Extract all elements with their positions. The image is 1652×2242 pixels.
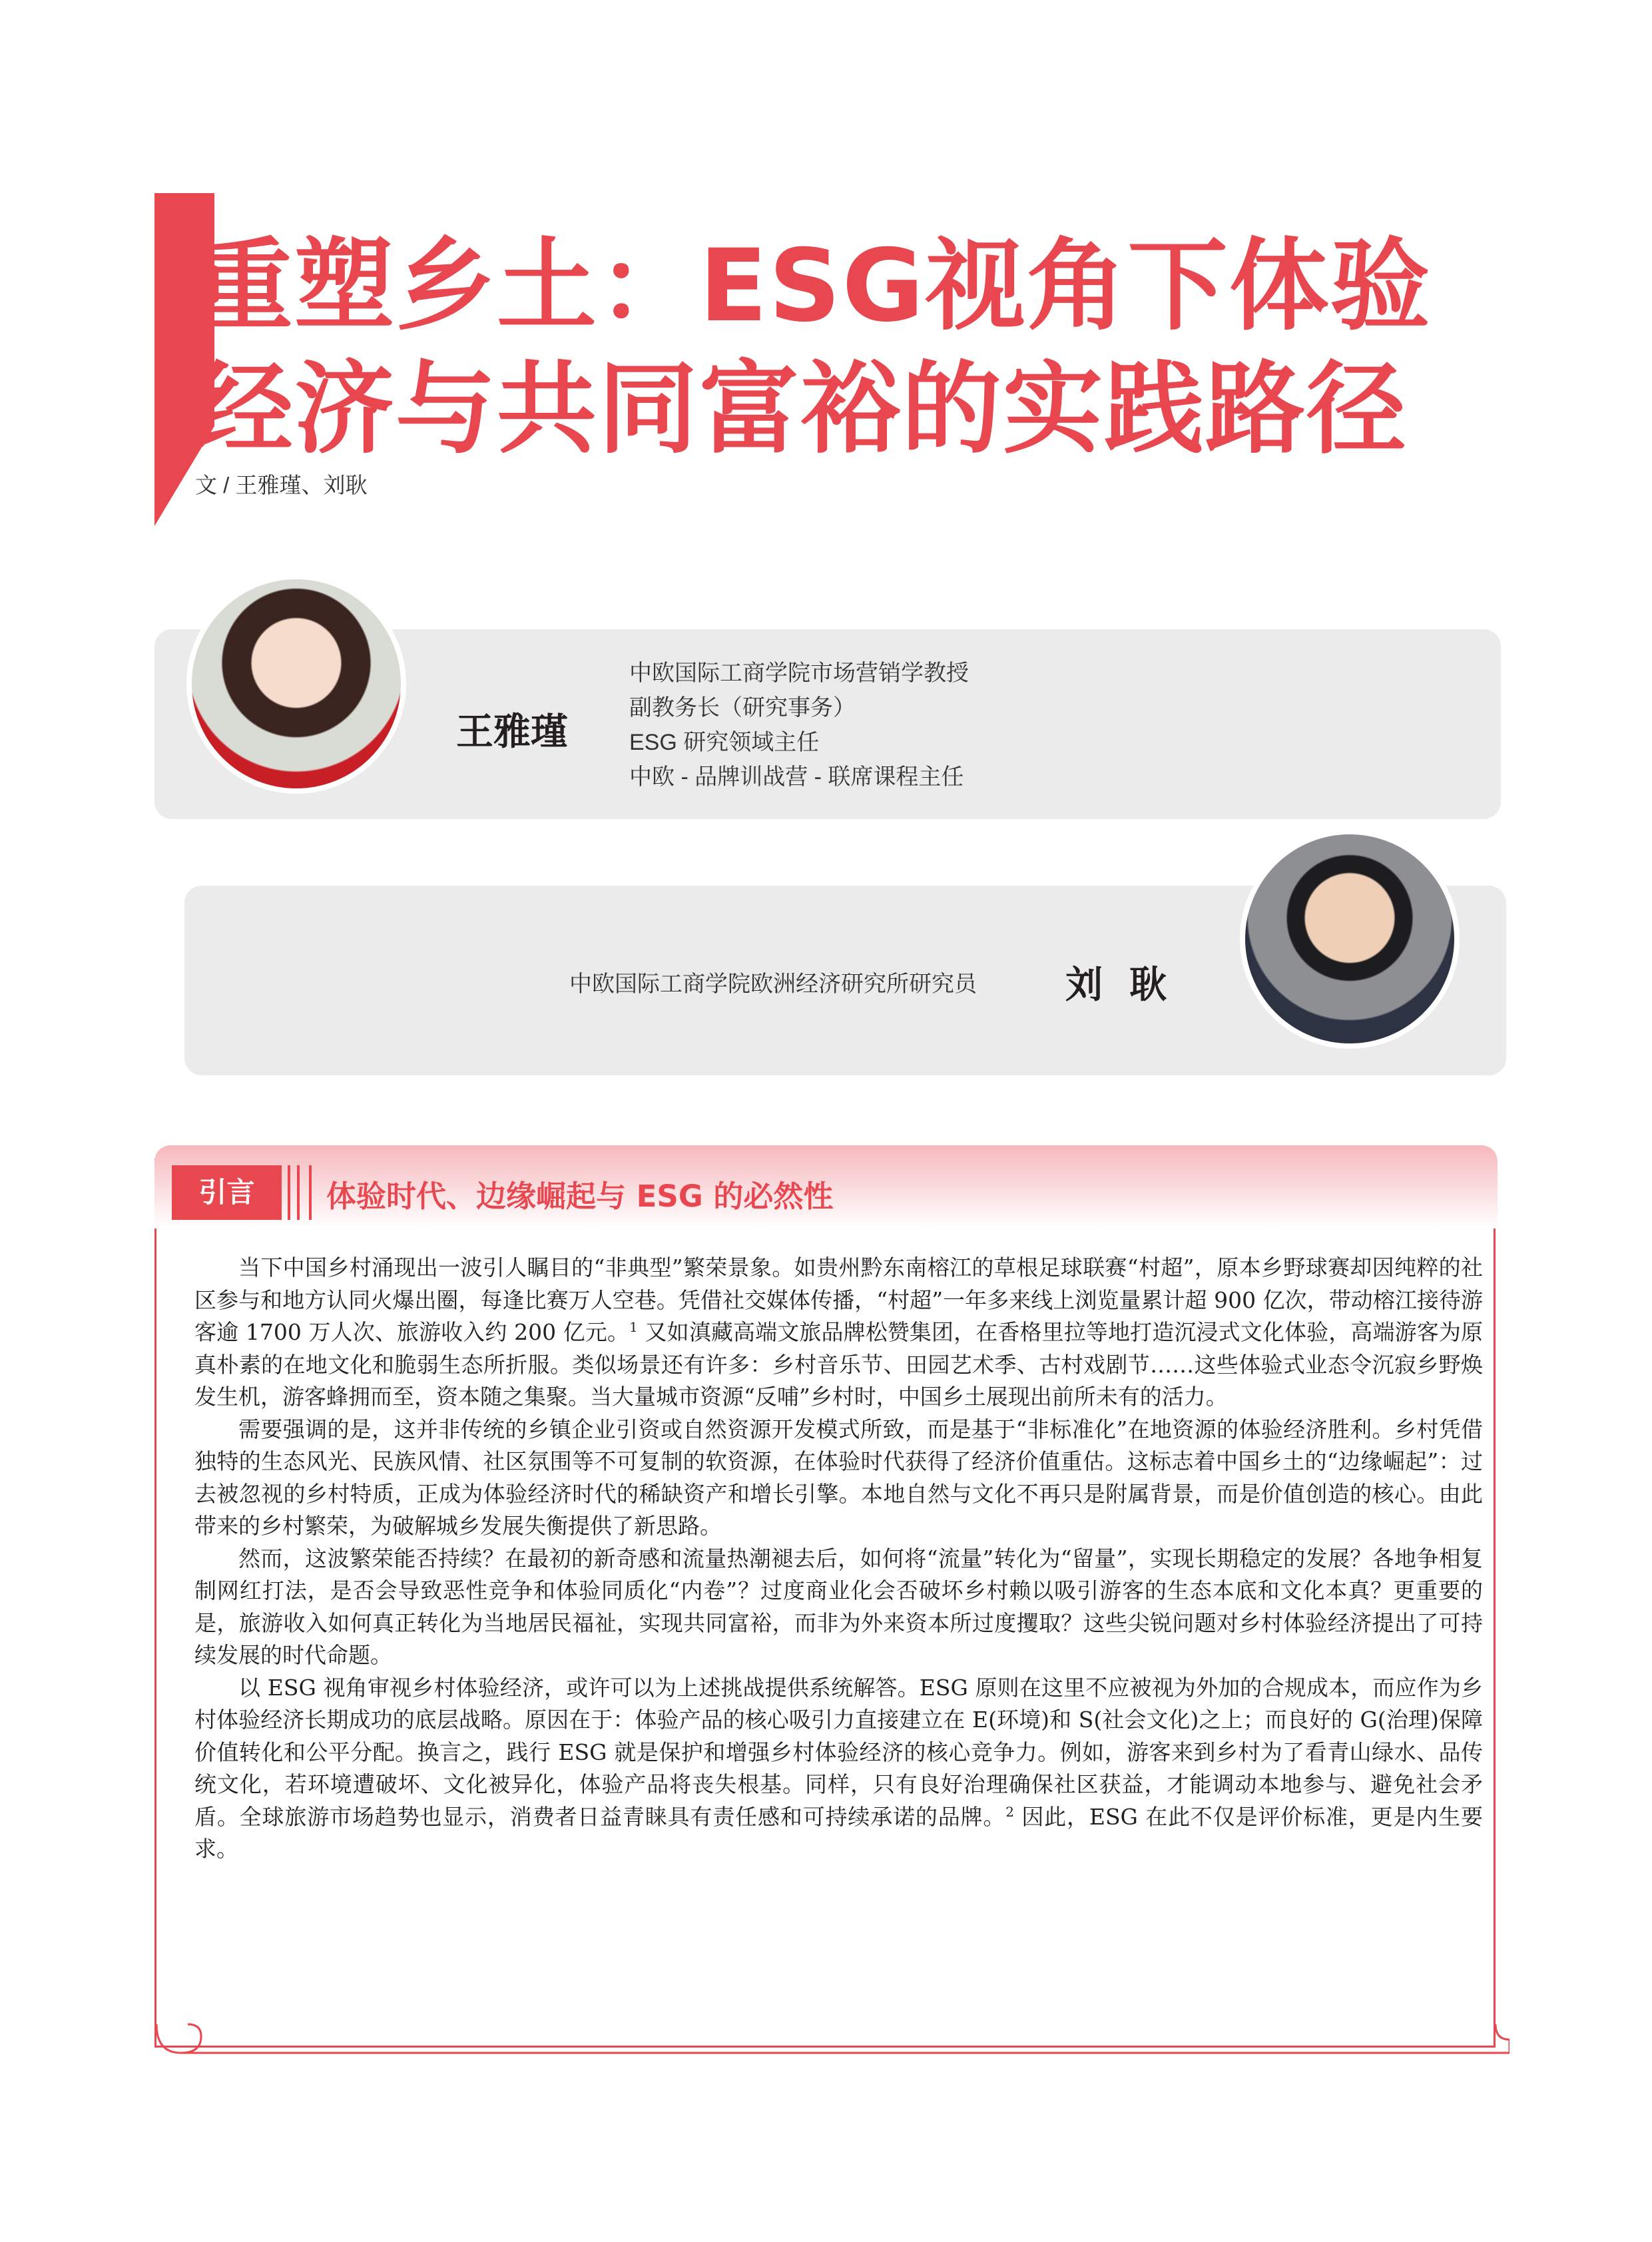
section-tag-bars bbox=[288, 1165, 312, 1220]
author-role: 副教务长（研究事务） bbox=[629, 695, 856, 720]
paragraph-text: 以 ESG 视角审视乡村体验经济，或许可以为上述挑战提供系统解答。ESG 原则在这里不应被视为外加的合规成本，而应作为乡村体验经济长期成功的底层战略。原因在于：体验产品的核心吸引力直接建立在 E(环境)和 S(社会文化)之上；而良好的 G(治理)保障价值转化和公平分配。换言之，践行 ESG 就是保护和增强乡村体验经济的核心竞争力。例如，游客来到乡村为了看青山绿水、品传统文化，若环境遭破坏、文化被异化，体验产品将丧失根基。同样，只有良好治理确保社区获益，才能调动本地参与、避免社会矛盾。全球旅游市场趋势也显示，消费者日益青睐具有责任感和可持续承诺的品牌。 bbox=[194, 1674, 1483, 1830]
intro-section bbox=[154, 1145, 1510, 2074]
author-name-1: 王雅瑾 bbox=[456, 710, 568, 754]
paragraph-text: 因此，ESG 在此不仅是评价标准，更是内生要求。 bbox=[194, 1803, 1484, 1862]
author-role: 中欧 - 品牌训战营 - 联席课程主任 bbox=[629, 764, 964, 790]
paragraph-text: 当下中国乡村涌现出一波引人瞩目的“非典型”繁荣景象。如贵州黔东南榕江的草根足球联赛“村超”，原本乡野球赛却因纯粹的社区参与和地方认同火爆出圈，每逢比赛万人空巷。凭借社交媒体传播，“村超”一年多来线上浏览量累计超 900 亿次，带动榕江接待游客逾 1700 万人次、旅游收入约 200 亿元。 bbox=[194, 1255, 1483, 1345]
footnote-ref-1: 1 bbox=[629, 1319, 638, 1335]
author-roles-1 bbox=[629, 656, 969, 794]
author-photo-2 bbox=[1240, 829, 1460, 1049]
section-tag: 引言 bbox=[172, 1165, 282, 1220]
footnote-ref-2: 2 bbox=[1005, 1803, 1014, 1820]
byline: 文 / 王雅瑾、刘耿 bbox=[195, 473, 368, 497]
author-role: ESG 研究领域主任 bbox=[629, 730, 820, 755]
author-name-2: 刘耿 bbox=[1065, 964, 1193, 1007]
section-header bbox=[154, 1145, 1498, 1229]
paragraph-2: 需要强调的是，这并非传统的乡镇企业引资或自然资源开发模式所致，而是基于“非标准化”在地资源的体验经济胜利。乡村凭借独特的生态风光、民族风情、社区氛围等不可复制的软资源，在体验时代获得了经济价值重估。这标志着中国乡土的“边缘崛起”：过去被忽视的乡村特质，正成为体验经济时代的稀缺资产和增长引擎。本地自然与文化不再只是附属背景，而是价值创造的核心。由此带来的乡村繁荣，为破解城乡发展失衡提供了新思路。 bbox=[194, 1416, 1483, 1539]
author-role: 中欧国际工商学院市场营销学教授 bbox=[629, 661, 969, 686]
paragraph-text: 又如滇藏高端文旅品牌松赞集团，在香格里拉等地打造沉浸式文化体验，高端游客为原真朴素的在地文化和脆弱生态所折服。类似场景还有许多：乡村音乐节、田园艺术季、古村戏剧节……这些体验式业态令沉寂乡野焕发生机，游客蜂拥而至，资本随之集聚。当大量城市资源“反哺”乡村时，中国乡土展现出前所未有的活力。 bbox=[194, 1319, 1483, 1410]
article-title-line-1: 重塑乡土：ESG视角下体验 bbox=[193, 228, 1432, 344]
paragraph-4 bbox=[194, 1672, 1483, 1866]
section-title: 体验时代、边缘崛起与 ESG 的必然性 bbox=[326, 1179, 834, 1214]
section-body bbox=[194, 1252, 1483, 1866]
paragraph-3: 然而，这波繁荣能否持续？在最初的新奇感和流量热潮褪去后，如何将“流量”转化为“留量”，实现长期稳定的发展？各地争相复制网红打法，是否会导致恶性竞争和体验同质化“内卷”？过度商业化会否破坏乡村赖以吸引游客的生态本底和文化本真？更重要的是，旅游收入如何真正转化为当地居民福祉，实现共同富裕，而非为外来资本所过度攫取？这些尖锐问题对乡村体验经济提出了可持续发展的时代命题。 bbox=[194, 1545, 1483, 1668]
frame-scroll-curl bbox=[154, 2023, 1510, 2056]
article-title-line-2: 经济与共同富裕的实践路径 bbox=[193, 352, 1408, 467]
author-photo-1 bbox=[186, 574, 406, 794]
author-affiliation-2: 中欧国际工商学院欧洲经济研究所研究员 bbox=[569, 972, 977, 997]
paragraph-1 bbox=[194, 1252, 1483, 1414]
